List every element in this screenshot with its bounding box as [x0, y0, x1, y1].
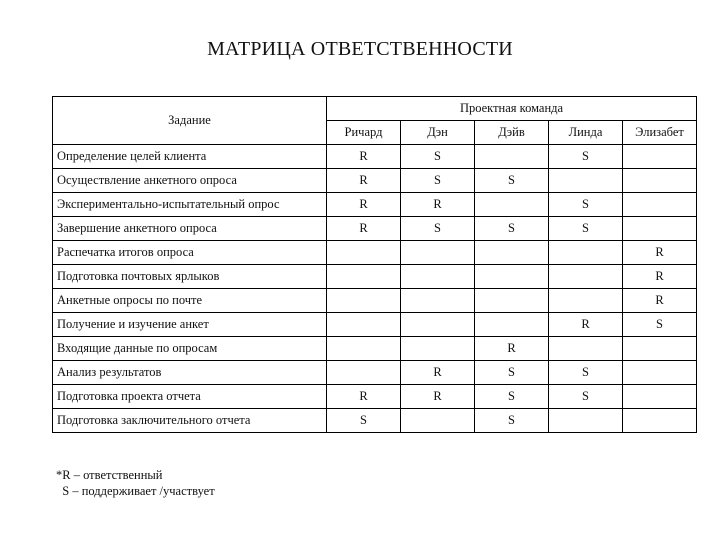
- role-cell: S: [401, 169, 475, 193]
- role-cell: S: [327, 409, 401, 433]
- page-title: МАТРИЦА ОТВЕТСТВЕННОСТИ: [207, 38, 513, 60]
- task-cell: Подготовка проекта отчета: [53, 385, 327, 409]
- legend-responsible: *R – ответственный: [56, 468, 163, 482]
- task-cell: Анкетные опросы по почте: [53, 289, 327, 313]
- role-cell: [475, 289, 549, 313]
- role-cell: S: [475, 169, 549, 193]
- role-cell: S: [549, 145, 623, 169]
- header-member: Дэйв: [475, 121, 549, 145]
- role-cell: [623, 409, 697, 433]
- header-team-group: Проектная команда: [327, 97, 697, 121]
- role-cell: [549, 265, 623, 289]
- role-cell: [623, 361, 697, 385]
- table-row: [53, 169, 697, 193]
- table-row: [53, 337, 697, 361]
- role-cell: [401, 337, 475, 361]
- role-cell: [327, 361, 401, 385]
- role-cell: R: [623, 289, 697, 313]
- role-cell: [623, 193, 697, 217]
- role-cell: [401, 313, 475, 337]
- responsibility-matrix: [52, 96, 697, 433]
- role-cell: [475, 193, 549, 217]
- role-cell: [549, 169, 623, 193]
- role-cell: S: [475, 409, 549, 433]
- role-cell: S: [549, 361, 623, 385]
- task-cell: Определение целей клиента: [53, 145, 327, 169]
- role-cell: [623, 385, 697, 409]
- role-cell: R: [327, 385, 401, 409]
- task-cell: Осуществление анкетного опроса: [53, 169, 327, 193]
- role-cell: [327, 289, 401, 313]
- role-cell: R: [623, 265, 697, 289]
- legend: [56, 467, 215, 499]
- role-cell: S: [401, 145, 475, 169]
- role-cell: [327, 313, 401, 337]
- role-cell: [475, 313, 549, 337]
- role-cell: R: [475, 337, 549, 361]
- role-cell: [401, 265, 475, 289]
- role-cell: [549, 409, 623, 433]
- role-cell: [327, 337, 401, 361]
- role-cell: [401, 241, 475, 265]
- role-cell: [327, 265, 401, 289]
- role-cell: R: [623, 241, 697, 265]
- role-cell: [549, 289, 623, 313]
- header-member: Линда: [549, 121, 623, 145]
- table-row: [53, 193, 697, 217]
- table-row: [53, 265, 697, 289]
- role-cell: S: [475, 385, 549, 409]
- task-cell: Подготовка почтовых ярлыков: [53, 265, 327, 289]
- role-cell: [623, 217, 697, 241]
- role-cell: [623, 169, 697, 193]
- header-task: Задание: [53, 97, 327, 145]
- role-cell: [623, 337, 697, 361]
- role-cell: R: [327, 193, 401, 217]
- legend-supports: S – поддерживает /участвует: [56, 484, 215, 498]
- table-row: [53, 241, 697, 265]
- role-cell: [475, 145, 549, 169]
- header-member: Элизабет: [623, 121, 697, 145]
- role-cell: S: [549, 217, 623, 241]
- table-row: [53, 289, 697, 313]
- role-cell: R: [327, 217, 401, 241]
- task-cell: Входящие данные по опросам: [53, 337, 327, 361]
- role-cell: [549, 241, 623, 265]
- role-cell: R: [327, 145, 401, 169]
- role-cell: R: [401, 193, 475, 217]
- role-cell: R: [549, 313, 623, 337]
- role-cell: [549, 337, 623, 361]
- task-cell: Получение и изучение анкет: [53, 313, 327, 337]
- role-cell: R: [401, 361, 475, 385]
- header-member: Дэн: [401, 121, 475, 145]
- task-cell: Экспериментально-испытательный опрос: [53, 193, 327, 217]
- table-row: [53, 409, 697, 433]
- table-row: [53, 145, 697, 169]
- role-cell: [623, 145, 697, 169]
- role-cell: S: [549, 193, 623, 217]
- role-cell: S: [475, 217, 549, 241]
- table-row: [53, 313, 697, 337]
- table-row: [53, 385, 697, 409]
- role-cell: [327, 241, 401, 265]
- header-member: Ричард: [327, 121, 401, 145]
- role-cell: [401, 289, 475, 313]
- role-cell: [475, 265, 549, 289]
- role-cell: S: [475, 361, 549, 385]
- role-cell: [401, 409, 475, 433]
- role-cell: [475, 241, 549, 265]
- role-cell: R: [401, 385, 475, 409]
- task-cell: Завершение анкетного опроса: [53, 217, 327, 241]
- role-cell: S: [549, 385, 623, 409]
- matrix-table: [52, 96, 697, 433]
- role-cell: R: [327, 169, 401, 193]
- table-row: [53, 217, 697, 241]
- table-row: [53, 361, 697, 385]
- task-cell: Распечатка итогов опроса: [53, 241, 327, 265]
- task-cell: Анализ результатов: [53, 361, 327, 385]
- task-cell: Подготовка заключительного отчета: [53, 409, 327, 433]
- role-cell: S: [623, 313, 697, 337]
- role-cell: S: [401, 217, 475, 241]
